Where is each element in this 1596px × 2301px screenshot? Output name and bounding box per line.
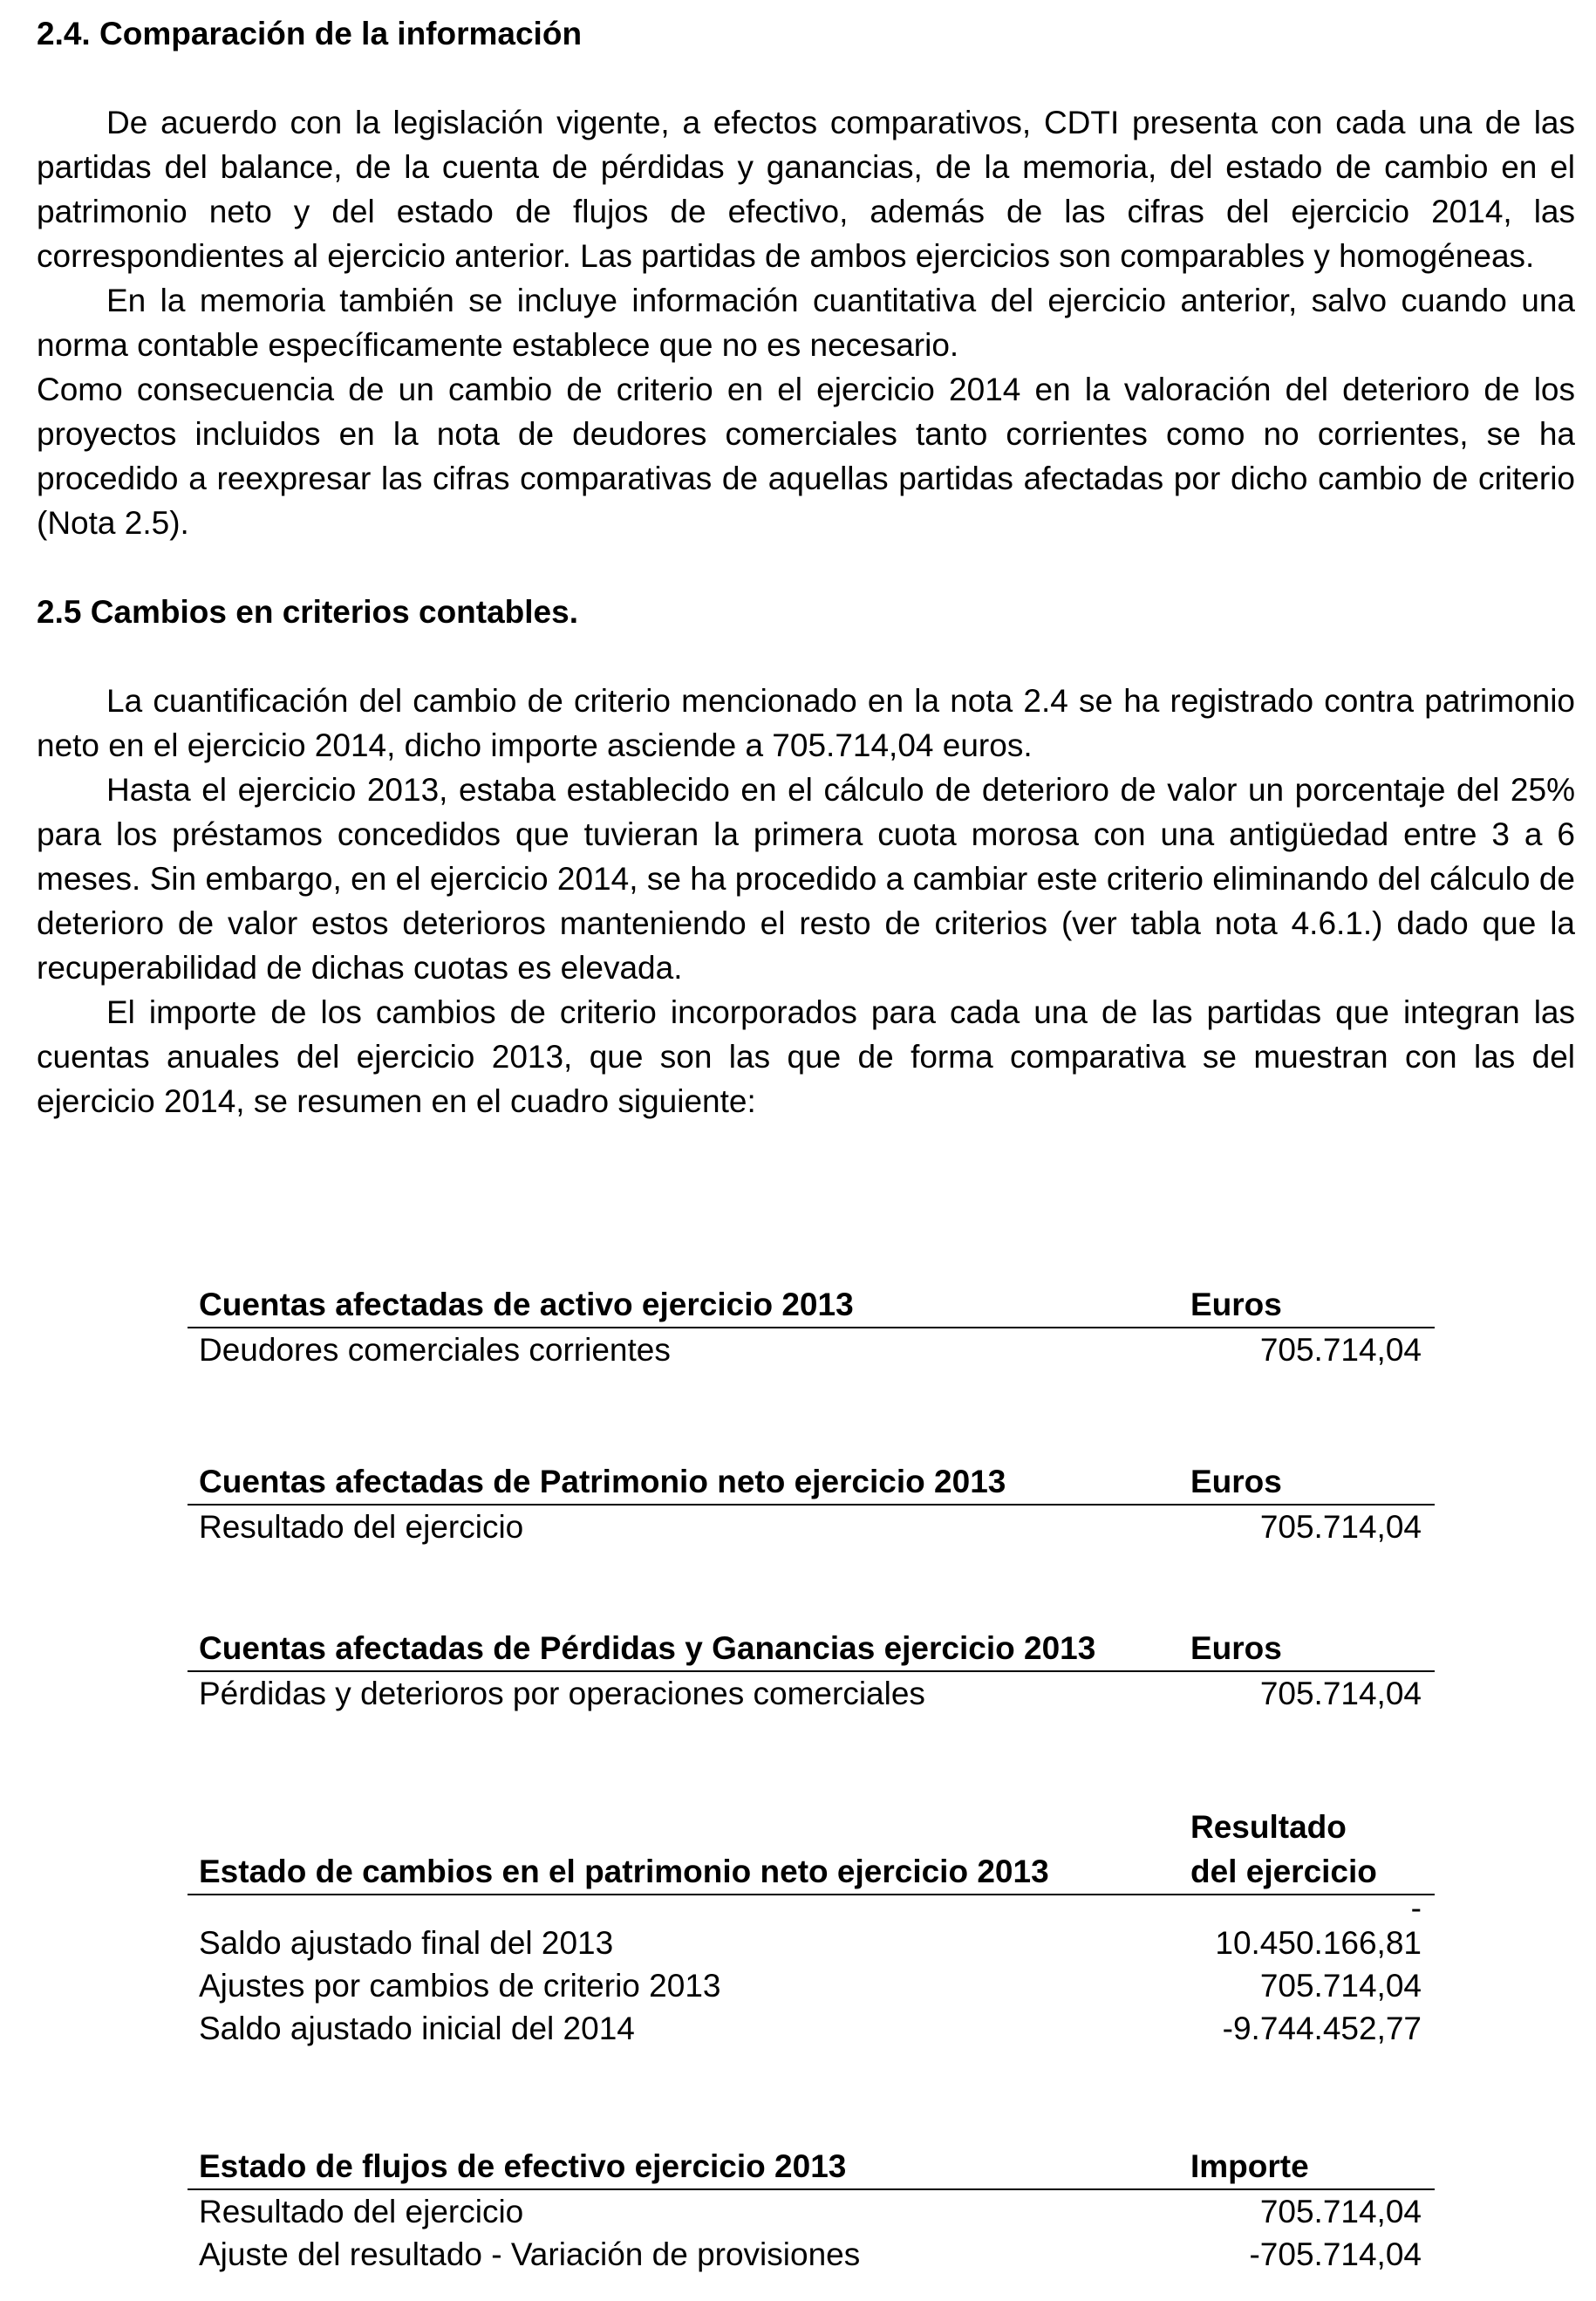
table-row: [188, 1964, 1435, 2007]
amount-header: Importe: [1190, 2144, 1435, 2189]
table-header: Cuentas afectadas de Patrimonio neto ejercicio 2013: [188, 1459, 1190, 1505]
table-activo: [188, 1282, 1435, 1371]
table-flujos-efectivo: [188, 2144, 1435, 2276]
table-header: Cuentas afectadas de activo ejercicio 2013: [188, 1282, 1190, 1328]
row-value: 705.714,04: [1259, 1968, 1422, 2004]
row-label: Pérdidas y deterioros por operaciones comerciales: [199, 1676, 925, 1711]
amount-header-line2: del ejercicio: [1190, 1854, 1377, 1889]
row-value: -705.714,04: [1249, 2236, 1422, 2272]
paragraph: De acuerdo con la legislación vigente, a efectos comparativos, CDTI presenta con cada una de las partidas del balance, de la cuenta de pérdidas y ganancias, de la memoria, del estado de cambio en el patrimonio neto y del estado de flujos de efectivo, además de las cifras del ejercicio 2014, las correspondientes al ejercicio anterior. Las partidas de ambos ejercicios son comparables y homogéneas.: [37, 105, 1575, 274]
row-value: 705.714,04: [1259, 1676, 1422, 1711]
table-row: [188, 2189, 1435, 2233]
paragraph: Hasta el ejercicio 2013, estaba establecido en el cálculo de deterioro de valor un porcentaje del 25% para los préstamos concedidos que tuvieran la primera cuota morosa con una antigüedad entre 3 a 6 meses. Sin embargo, en el ejercicio 2014, se ha procedido a cambiar este criterio eliminando del cálculo de deterioro de valor estos deterioros manteniendo el resto de criterios (ver tabla nota 4.6.1.) dado que la recuperabilidad de dichas cuotas es elevada.: [37, 772, 1575, 986]
table-row: [188, 1671, 1435, 1715]
row-value: 705.714,04: [1259, 1509, 1422, 1545]
row-value: 10.450.166,81: [1215, 1925, 1422, 1961]
row-label: Deudores comerciales corrientes: [199, 1332, 671, 1368]
table-patrimonio: [188, 1459, 1435, 1548]
dash-mark: -: [1410, 1890, 1422, 1926]
table-row: [188, 1895, 1435, 1922]
paragraph: Como consecuencia de un cambio de criterio en el ejercicio 2014 en la valoración del deterioro de los proyectos incluidos en la nota de deudores comerciales tanto corrientes como no corrientes, se ha procedido a reexpresar las cifras comparativas de aquellas partidas afectadas por dicho cambio de criterio (Nota 2.5).: [37, 372, 1575, 541]
table-row: [188, 1328, 1435, 1371]
amount-header: Euros: [1190, 1459, 1435, 1505]
paragraph: En la memoria también se incluye información cuantitativa del ejercicio anterior, salvo cuando una norma contable específicamente establece que no es necesario.: [37, 283, 1575, 363]
table-row: [188, 2007, 1435, 2050]
table-perdidas-ganancias: [188, 1626, 1435, 1715]
amount-header: Euros: [1190, 1626, 1435, 1671]
row-label: Resultado del ejercicio: [199, 1509, 524, 1545]
amount-header-line1: Resultado: [1190, 1809, 1347, 1845]
row-label: Saldo ajustado final del 2013: [199, 1925, 614, 1961]
table-header: Estado de flujos de efectivo ejercicio 2013: [188, 2144, 1190, 2189]
row-label: Resultado del ejercicio: [199, 2194, 524, 2229]
paragraph: La cuantificación del cambio de criterio mencionado en la nota 2.4 se ha registrado contra patrimonio neto en el ejercicio 2014, dicho importe asciende a 705.714,04 euros.: [37, 683, 1575, 763]
paragraph: El importe de los cambios de criterio incorporados para cada una de las partidas que integran las cuentas anuales del ejercicio 2013, que son las que de forma comparativa se muestran con las del ejercicio 2014, se resumen en el cuadro siguiente:: [37, 994, 1575, 1119]
row-value: 705.714,04: [1259, 1332, 1422, 1368]
table-cambios-patrimonio-neto: [188, 1805, 1435, 2050]
row-label: Ajuste del resultado - Variación de provisiones: [199, 2236, 861, 2272]
row-label: Saldo ajustado inicial del 2014: [199, 2011, 635, 2046]
row-value: 705.714,04: [1259, 2194, 1422, 2229]
row-label: Ajustes por cambios de criterio 2013: [199, 1968, 721, 2004]
document-page: [37, 0, 1575, 1123]
amount-header: Euros: [1190, 1282, 1435, 1328]
table-row: [188, 2233, 1435, 2276]
table-header: Estado de cambios en el patrimonio neto ejercicio 2013: [188, 1805, 1190, 1895]
table-header: Cuentas afectadas de Pérdidas y Ganancias ejercicio 2013: [188, 1626, 1190, 1671]
table-row: [188, 1505, 1435, 1548]
financial-tables: [188, 1282, 1435, 2276]
section-heading-2-4: 2.4. Comparación de la información: [37, 16, 583, 51]
section-heading-2-5: 2.5 Cambios en criterios contables.: [37, 594, 578, 630]
row-value: -9.744.452,77: [1222, 2011, 1422, 2046]
table-row: [188, 1922, 1435, 1964]
amount-header: [1190, 1805, 1435, 1895]
